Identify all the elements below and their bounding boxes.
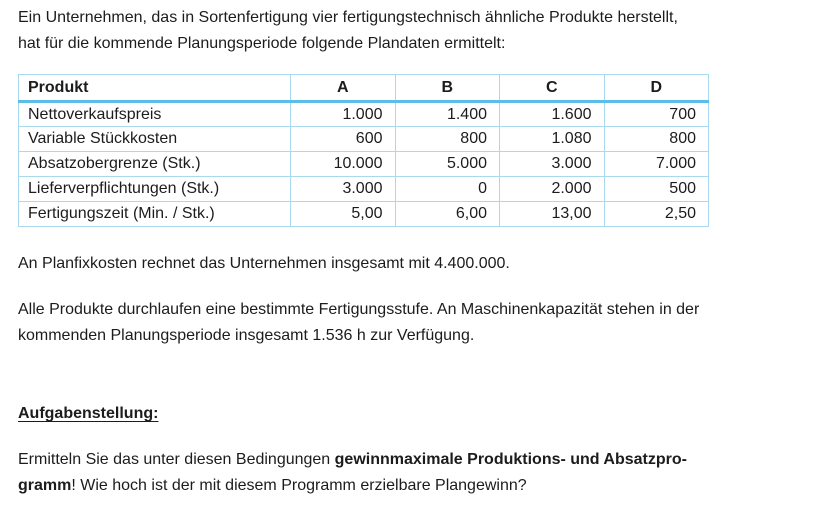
cell: 0 [395,177,500,202]
cell: 500 [604,177,709,202]
cell: 5.000 [395,152,500,177]
column-header-b: B [395,75,500,102]
table-row-nettoverkaufspreis [19,102,709,127]
intro-line-2: hat für die kommende Planungsperiode folgende Plandaten ermittelt: [18,35,506,52]
kapazitaet-line-1: Alle Produkte durchlaufen eine bestimmte Fertigungsstufe. An Maschinenkapazität stehen in der [18,301,700,318]
task-heading [18,401,804,427]
table-row-lieferverpflichtungen [19,177,709,202]
intro-paragraph [18,5,804,57]
row-label: Nettoverkaufspreis [19,102,291,127]
cell: 600 [291,127,396,152]
cell: 800 [395,127,500,152]
cell: 2.000 [500,177,605,202]
row-label: Variable Stückkosten [19,127,291,152]
column-header-a: A [291,75,396,102]
task-heading-text: Aufgabenstellung: [18,405,159,422]
cell: 7.000 [604,152,709,177]
table-row-variable-stueckkosten [19,127,709,152]
kapazitaet-paragraph [18,297,804,349]
task-line-2 [18,473,804,499]
table-row-fertigungszeit [19,202,709,227]
table-header-row [19,75,709,102]
intro-line-1: Ein Unternehmen, das in Sortenfertigung vier fertigungstechnisch ähnliche Produkte herstellt, [18,9,678,26]
cell: 1.400 [395,102,500,127]
table-row-absatzobergrenze [19,152,709,177]
task-text-regular-1: Ermitteln Sie das unter diesen Bedingungen [18,451,335,468]
column-header-produkt: Produkt [19,75,291,102]
kapazitaet-line-2: kommenden Planungsperiode insgesamt 1.536 h zur Verfügung. [18,327,475,344]
task-line-1 [18,447,804,473]
task-text-bold-1: gewinnmaximale Produktions- und Absatzpro- [334,451,687,468]
column-header-c: C [500,75,605,102]
row-label: Absatzobergrenze (Stk.) [19,152,291,177]
cell: 1.000 [291,102,396,127]
row-label: Fertigungszeit (Min. / Stk.) [19,202,291,227]
cell: 5,00 [291,202,396,227]
cell: 1.080 [500,127,605,152]
cell: 10.000 [291,152,396,177]
task-text-bold-2: gramm [18,477,72,494]
cell: 13,00 [500,202,605,227]
cell: 700 [604,102,709,127]
column-header-d: D [604,75,709,102]
cell: 3.000 [291,177,396,202]
plan-data-table [18,74,709,227]
cell: 2,50 [604,202,709,227]
cell: 6,00 [395,202,500,227]
cell: 800 [604,127,709,152]
cell: 3.000 [500,152,605,177]
fixkosten-paragraph: An Planfixkosten rechnet das Unternehmen insgesamt mit 4.400.000. [18,255,510,272]
cell: 1.600 [500,102,605,127]
task-text-regular-2: ! Wie hoch ist der mit diesem Programm erzielbare Plangewinn? [71,477,527,494]
task-paragraph [18,447,804,499]
row-label: Lieferverpflichtungen (Stk.) [19,177,291,202]
